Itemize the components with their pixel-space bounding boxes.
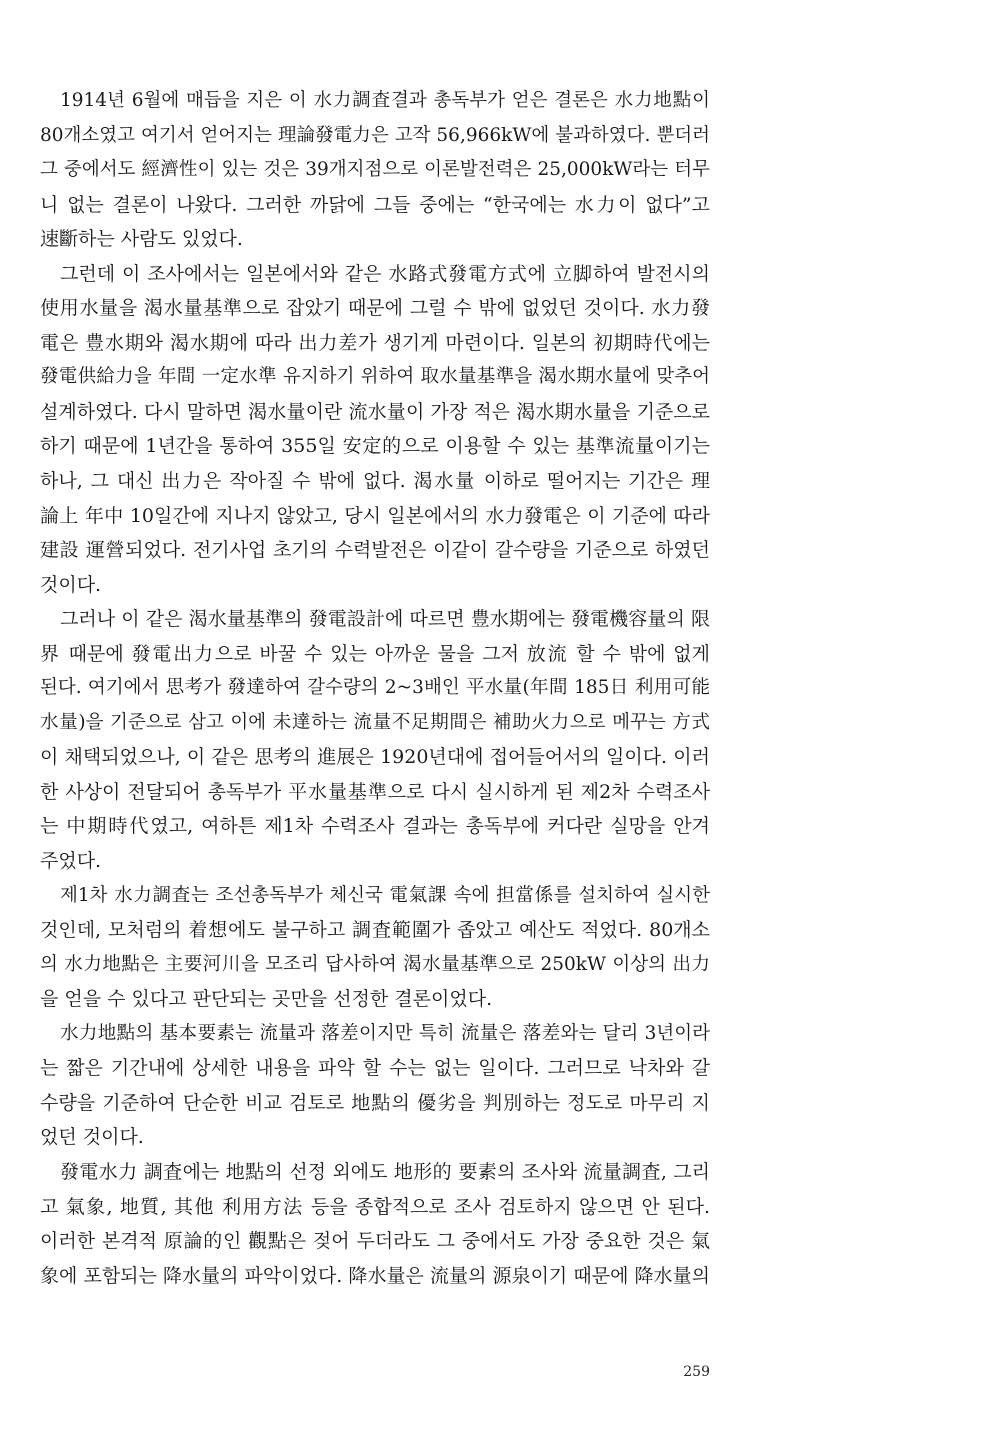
text-line: 하기 때문에 1년간을 통하여 355일 安定的으로 이용할 수 있는 基準流量이기는 [40, 435, 710, 458]
text-line: 설계하였다. 다시 말하면 渴水量이란 流水量이 가장 적은 渴水期水量을 기준으로 [40, 400, 710, 423]
text-line: 80개소였고 여기서 얻어지는 理論發電力은 고작 56,966kW에 불과하였다. 뿐더러 [40, 124, 710, 146]
text-line: 使用水量을 渴水量基準으로 잡았기 때문에 그럴 수 밖에 없었던 것이다. 水力發 [40, 297, 710, 320]
text-line: 것인데, 모처럼의 着想에도 불구하고 調査範圍가 좁았고 예산도 적었다. 80개소 [40, 919, 710, 942]
text-line: 는 中期時代였고, 여하튼 제1차 수력조사 결과는 총독부에 커다란 실망을 안겨 [40, 815, 710, 838]
text-line: 界 때문에 發電出力으로 바꿀 수 있는 아까운 물을 그저 放流 할 수 밖에 없게 [40, 642, 710, 665]
paragraph-3 [40, 602, 710, 878]
text-line: 고 氣象, 地質, 其他 利用方法 등을 종합적으로 조사 검토하지 않으면 안 된다. [40, 1195, 710, 1218]
text-line: 하나, 그 대신 出力은 작아질 수 밖에 없다. 渴水量 이하로 떨어지는 기간은 理 [40, 470, 710, 493]
text-line: 는 짧은 기간내에 상세한 내용을 파악 할 수는 없는 일이다. 그러므로 낙차와 갈 [40, 1057, 710, 1080]
body-text [40, 84, 710, 1293]
text-line: 發電水力 調査에는 地點의 선정 외에도 地形的 要素의 조사와 流量調査, 그리 [60, 1160, 710, 1183]
text-line: 의 水力地點은 主要河川을 모조리 답사하여 渴水量基準으로 250kW 이상의 出力 [40, 953, 710, 975]
text-line: 水量)을 기준으로 삼고 이에 未達하는 流量不足期間은 補助火力으로 메꾸는 方式 [40, 711, 710, 733]
text-line: 그 중에서도 經濟性이 있는 것은 39개지점으로 이론발전력은 25,000kW라는 터무 [40, 159, 710, 181]
text-line: 것이다. [40, 573, 102, 596]
text-line: 1914년 6월에 매듭을 지은 이 水力調査결과 총독부가 얻은 결론은 水力地點이 [60, 90, 710, 111]
paragraph-2 [40, 257, 710, 602]
text-line: 이 채택되었으나, 이 같은 思考의 進展은 1920년대에 접어들어서의 일이다. 이러 [40, 746, 710, 769]
text-line: 建設 運營되었다. 전기사업 초기의 수력발전은 이같이 갈수량을 기준으로 하였던 [40, 539, 710, 562]
paragraph-1 [40, 84, 710, 257]
text-line: 象에 포함되는 降水量의 파악이었다. 降水量은 流量의 源泉이기 때문에 降水量의 [40, 1264, 710, 1287]
paragraph-5 [40, 1017, 710, 1155]
text-line: 水力地點의 基本要素는 流量과 落差이지만 특히 流量은 落差와는 달리 3년이라 [60, 1022, 710, 1044]
page-number: 259 [683, 1364, 710, 1380]
text-line: 수량을 기준하여 단순한 비교 검토로 地點의 優劣을 判別하는 정도로 마무리 지 [40, 1091, 710, 1114]
text-line: 論上 年中 10일간에 지나지 않았고, 당시 일본에서의 水力發電은 이 기준에 따라 [40, 504, 710, 527]
text-line: 었던 것이다. [40, 1126, 144, 1149]
text-line: 된다. 여기에서 思考가 發達하여 갈수량의 2~3배인 平水量(年間 185日 利用可能 [40, 677, 710, 699]
text-line: 한 사상이 전달되어 총독부가 平水量基準으로 다시 실시하게 된 제2차 수력조사 [40, 780, 710, 803]
text-line: 이러한 본격적 原論的인 觀點은 젖어 두더라도 그 중에서도 가장 중요한 것은 氣 [40, 1230, 710, 1253]
text-line: 니 없는 결론이 나왔다. 그러한 까닭에 그들 중에는 “한국에는 水力이 없다”고 [40, 193, 710, 216]
text-line: 그러나 이 같은 渴水量基準의 發電設計에 따르면 豊水期에는 發電機容量의 限 [60, 608, 710, 631]
text-line: 을 얻을 수 있다고 판단되는 곳만을 선정한 결론이었다. [40, 988, 493, 1011]
text-line: 제1차 水力調査는 조선총독부가 체신국 電氣課 속에 担當係를 설치하여 실시한 [60, 884, 710, 906]
text-line: 주었다. [40, 850, 102, 873]
paragraph-4 [40, 879, 710, 1017]
paragraph-6 [40, 1155, 710, 1293]
text-line: 發電供給力을 年間 一定水準 유지하기 위하여 取水量基準을 渴水期水量에 맞추어 [40, 366, 710, 388]
text-line: 그런데 이 조사에서는 일본에서와 같은 水路式發電方式에 立脚하여 발전시의 [60, 262, 710, 285]
text-line: 速斷하는 사람도 있었다. [40, 228, 243, 251]
text-line: 電은 豊水期와 渴水期에 따라 出力差가 생기게 마련이다. 일본의 初期時代에는 [40, 331, 710, 354]
